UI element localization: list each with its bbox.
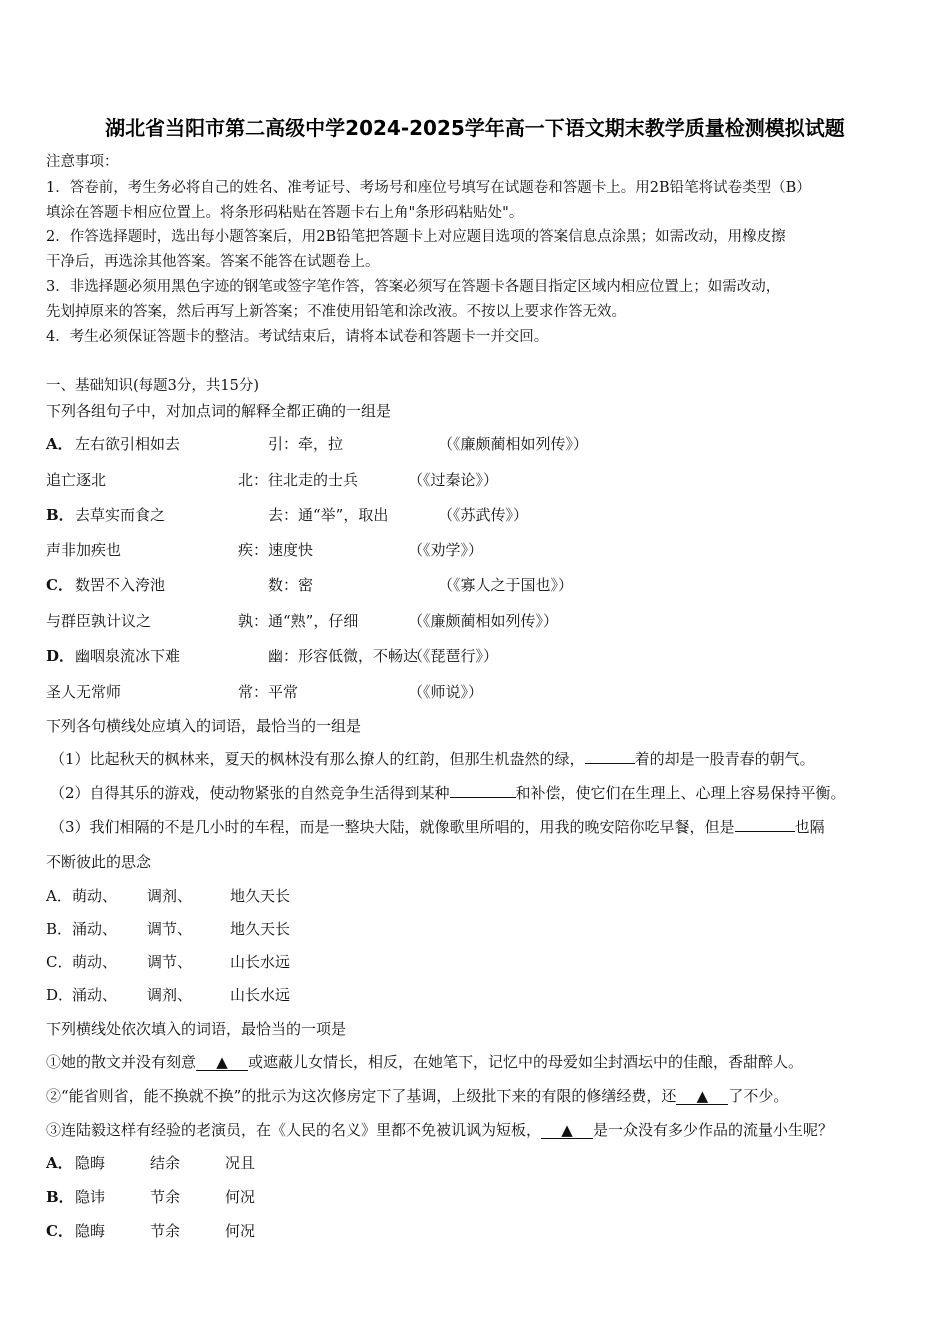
q1-sentence: 数罟不入洿池: [75, 576, 166, 594]
option-word: 地久天长: [230, 887, 291, 905]
answer-blank: [735, 817, 795, 832]
option-word: 萌动、: [72, 887, 118, 905]
q2-sentence-3: （3）我们相隔的不是几小时的车程，而是一整块大陆，就像歌里所唱的，用我的晚安陪你吃早餐，但是 也隔: [50, 818, 825, 836]
notice-line: 3．非选择题必须用黑色字迹的钢笔或签字笔作答，答案必须写在答题卡各题目指定区域内相应位置上；如需改动，: [46, 279, 781, 295]
option-label: C．: [46, 1222, 73, 1240]
option-word: 节余: [150, 1188, 181, 1206]
q1-gloss: 去：通“举”，取出: [268, 506, 389, 524]
q1-source: （《廉颇蔺相如列传》）: [438, 435, 589, 453]
q1-sentence: 追亡逐北: [46, 471, 107, 489]
q1-sentence: 去草实而食之: [75, 506, 166, 524]
q1-source: （《师说》）: [408, 683, 484, 701]
option-word: 山长水远: [230, 953, 291, 971]
q1-source: （《寡人之于国也》）: [438, 576, 574, 594]
option-label: B．: [46, 506, 74, 524]
option-word: 何况: [225, 1222, 256, 1240]
option-word: 调节、: [147, 953, 193, 971]
q1-sentence: 声非加疾也: [46, 541, 122, 559]
option-word: 何况: [225, 1188, 256, 1206]
option-label: A．: [46, 1154, 73, 1172]
option-label: B．: [46, 920, 73, 938]
notice-line: 1．答卷前，考生务必将自己的姓名、准考证号、考场号和座位号填写在试题卷和答题卡上。用2B铅笔将试卷类型（B）: [46, 180, 811, 196]
q1-stem: 下列各组句子中，对加点词的解释全都正确的一组是: [46, 402, 392, 420]
option-word: 隐晦: [75, 1154, 106, 1172]
option-word: 调剂、: [147, 986, 193, 1004]
section-heading: 一、基础知识(每题3分，共15分): [46, 378, 259, 394]
q1-sentence: 左右欲引相如去: [75, 435, 181, 453]
option-label: A．: [46, 887, 72, 905]
q1-gloss: 引：牵，拉: [268, 435, 344, 453]
notice-line: 先划掉原来的答案，然后再写上新答案；不准使用铅笔和涂改液。不按以上要求作答无效。: [46, 304, 626, 320]
option-word: 地久天长: [230, 920, 291, 938]
option-word: 况且: [225, 1154, 256, 1172]
q1-gloss: 数：密: [268, 576, 314, 594]
q3-sentence-1: ①她的散文并没有刻意 ▲ 或遮蔽儿女情长，相反，在她笔下，记忆中的母爱如尘封酒坛中的佳酿，香甜醉人。: [46, 1053, 804, 1071]
q2-stem: 下列各句横线处应填入的词语，最恰当的一组是: [46, 717, 362, 735]
q3-sentence-3: ③连陆毅这样有经验的老演员，在《人民的名义》里都不免被讥讽为短板， ▲ 是一众没有多少作品的流量小生呢？: [46, 1121, 834, 1139]
option-word: 调剂、: [147, 887, 193, 905]
q2-sentence-2: （2）自得其乐的游戏，使动物紧张的自然竞争生活得到某种 和补偿，使它们在生理上、心理上容易保持平衡。: [50, 784, 846, 802]
q3-sentence-2: ②“能省则省，能不换就不换”的批示为这次修房定下了基调，上级批下来的有限的修缮经费，还 ▲ 了不少。: [46, 1087, 789, 1105]
option-label: B．: [46, 1188, 74, 1206]
q2-sentence-1: （1）比起秋天的枫林来，夏天的枫林没有那么撩人的红韵，但那生机盎然的绿， 着的却是一股青春的朝气。: [50, 750, 815, 768]
option-word: 隐晦: [75, 1222, 106, 1240]
q1-gloss: 疾：速度快: [238, 541, 314, 559]
notice-line: 4．考生必须保证答题卡的整洁。考试结束后，请将本试卷和答题卡一并交回。: [46, 329, 549, 345]
answer-blank: [450, 783, 516, 798]
q1-gloss: 孰：通“熟”，仔细: [238, 612, 359, 630]
q1-gloss: 常：平常: [238, 683, 299, 701]
triangle-blank: ▲: [196, 1054, 248, 1071]
option-label: D．: [46, 986, 74, 1004]
q1-source: （《劝学》）: [408, 541, 484, 559]
triangle-blank: ▲: [541, 1122, 593, 1139]
option-label: D．: [46, 647, 75, 665]
option-word: 涌动、: [72, 986, 118, 1004]
notice-line: 2．作答选择题时，选出每小题答案后，用2B铅笔把答题卡上对应题目选项的答案信息点涂黑；如需改动，用橡皮擦: [46, 229, 786, 245]
q1-source: （《琵琶行》）: [408, 647, 499, 665]
q1-gloss: 幽：形容低微，不畅达: [268, 647, 419, 665]
q1-gloss: 北：往北走的士兵: [238, 471, 359, 489]
option-word: 萌动、: [72, 953, 118, 971]
notice-heading: 注意事项：: [46, 154, 119, 170]
option-label: C．: [46, 953, 73, 971]
q2-sentence-3-cont: 不断彼此的思念: [46, 853, 152, 871]
option-label: A．: [46, 435, 73, 453]
q1-source: （《廉颇蔺相如列传》）: [408, 612, 559, 630]
notice-line: 填涂在答题卡相应位置上。将条形码粘贴在答题卡右上角"条形码粘贴处"。: [46, 205, 524, 221]
option-word: 结余: [150, 1154, 181, 1172]
option-label: C．: [46, 576, 73, 594]
q1-sentence: 幽咽泉流冰下难: [75, 647, 181, 665]
q1-source: （《苏武传》）: [438, 506, 529, 524]
exam-title: 湖北省当阳市第二高级中学2024-2025学年高一下语文期末教学质量检测模拟试题: [105, 116, 845, 140]
q3-stem: 下列横线处依次填入的词语，最恰当的一项是: [46, 1020, 347, 1038]
triangle-blank: ▲: [676, 1088, 728, 1105]
option-word: 调节、: [147, 920, 193, 938]
answer-blank: [585, 749, 635, 764]
option-word: 节余: [150, 1222, 181, 1240]
notice-line: 干净后，再选涂其他答案。答案不能答在试题卷上。: [46, 254, 380, 270]
option-word: 涌动、: [72, 920, 118, 938]
q1-sentence: 与群臣孰计议之: [46, 612, 152, 630]
q1-source: （《过秦论》）: [408, 471, 499, 489]
q1-sentence: 圣人无常师: [46, 683, 122, 701]
option-word: 山长水远: [230, 986, 291, 1004]
option-word: 隐讳: [75, 1188, 106, 1206]
